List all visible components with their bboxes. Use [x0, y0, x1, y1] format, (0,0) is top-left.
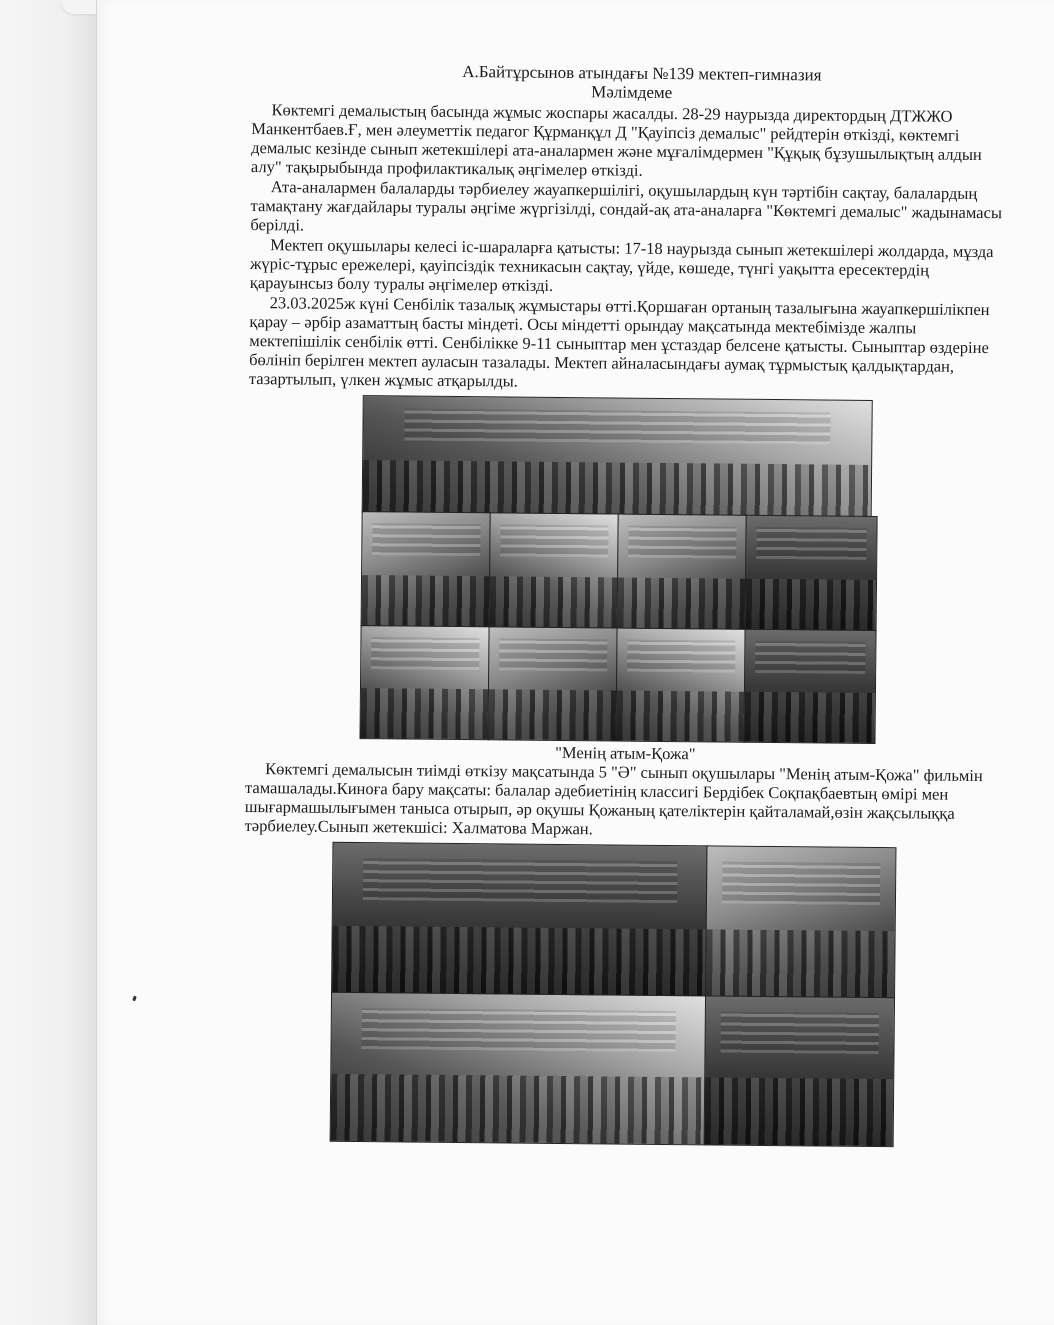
photo-caption: "Менің атым-Қожа" [555, 742, 696, 764]
cleanup-photo-3 [617, 514, 748, 631]
cinema-photo-1 [331, 842, 708, 998]
paragraph-2: Ата-аналармен балаларды тәрбиелеу жауапкершілігі, оқушылардың күн тәртібін сақтау, балалардың тамақтану жағдайлары туралы әңгіме жүргізілді, сондай-ақ ата-аналарға "Көктемгі демалыс" жадынамасы берілді. [250, 177, 1003, 235]
document-body [242, 60, 1012, 1148]
cleanup-photo-1 [361, 511, 492, 628]
cinema-photo-3 [330, 992, 707, 1146]
school-name: А.Байтұрсынов атындағы №139 мектеп-гимназия [462, 62, 822, 85]
document-title: Мәлімдеме [591, 82, 673, 103]
cleanup-photo-collage [359, 395, 882, 744]
cleanup-photo-8 [743, 629, 876, 744]
paragraph-4: 23.03.2025ж күні Сенбілік тазалық жұмыстары өтті.Қоршаған ортаның тазалығына жауапкершілікпен қарау – әрбір азаматтың басты міндеті. Осы міндетті орындау мақсатында мектебімізде жалпы мектепішілік сенбілік өтті. Сенбілікке 9-11 сыныптар мен ұстаздар белсене қатысты. Сыныптар өздеріне бөлініп берілген мектеп ауласын тазалады. Мектеп айналасындағы аумақ тұрмыстық қалдықтардан, тазартылып, үлкен жұмыс атқарылды. [248, 293, 990, 391]
screen-left-margin [0, 0, 96, 1325]
cleanup-photo-5 [359, 625, 490, 740]
paragraph-1: Көктемгі демалыстың басында жұмыс жоспары жасалды. 28-29 наурызда директордың ДТЖЖО Манкентбаев.Ғ, мен әлеуметтік педагог Құрманқұл Д "Қауіпсіз демалыс" рейдтерін өткізді, көктемгі демалыс кезінде сынып жетекшілері ата-аналармен және мұғалімдермен "Құқық бұзушылықтың алдын алу" тақырыбында профилактикалық әңгімелер өткізді. [250, 100, 982, 180]
cinema-photo-4 [704, 995, 895, 1147]
group-photo [362, 395, 873, 518]
cleanup-photo-7 [615, 628, 746, 743]
cinema-photo-2 [705, 845, 896, 999]
cinema-photo-collage [330, 842, 899, 1147]
cleanup-photo-6 [487, 626, 618, 741]
cleanup-photo-2 [489, 512, 620, 629]
paragraph-3: Мектеп оқушылары келесі іс-шараларға қатысты: 17-18 наурызда сынып жетекшілері жолдарда, мұзда жүріс-тұрыс ережелері, қауіпсіздік техникасын сақтау, үйде, көшеде, түнгі уақытта ересектердің қарауынсыз болу туралы әңгімелер өткізді. [249, 235, 994, 295]
paragraph-5: Көктемгі демалысын тиімді өткізу мақсатында 5 "Ә" сынып оқушылары "Менің атым-Қожа" фильмін тамашалады.Киноға бару мақсаты: балалар әдебиетінің классигі Бердібек Соқпақбаевтың өмірі мен шығармашылығымен таныса отырып, әр оқушы Қожаның қателіктерін қайталамай,өзін жақсылыққа тәрбиелеу.Сынып жетекшісі: Халматова Маржан. [244, 759, 983, 839]
cleanup-photo-4 [745, 515, 878, 632]
